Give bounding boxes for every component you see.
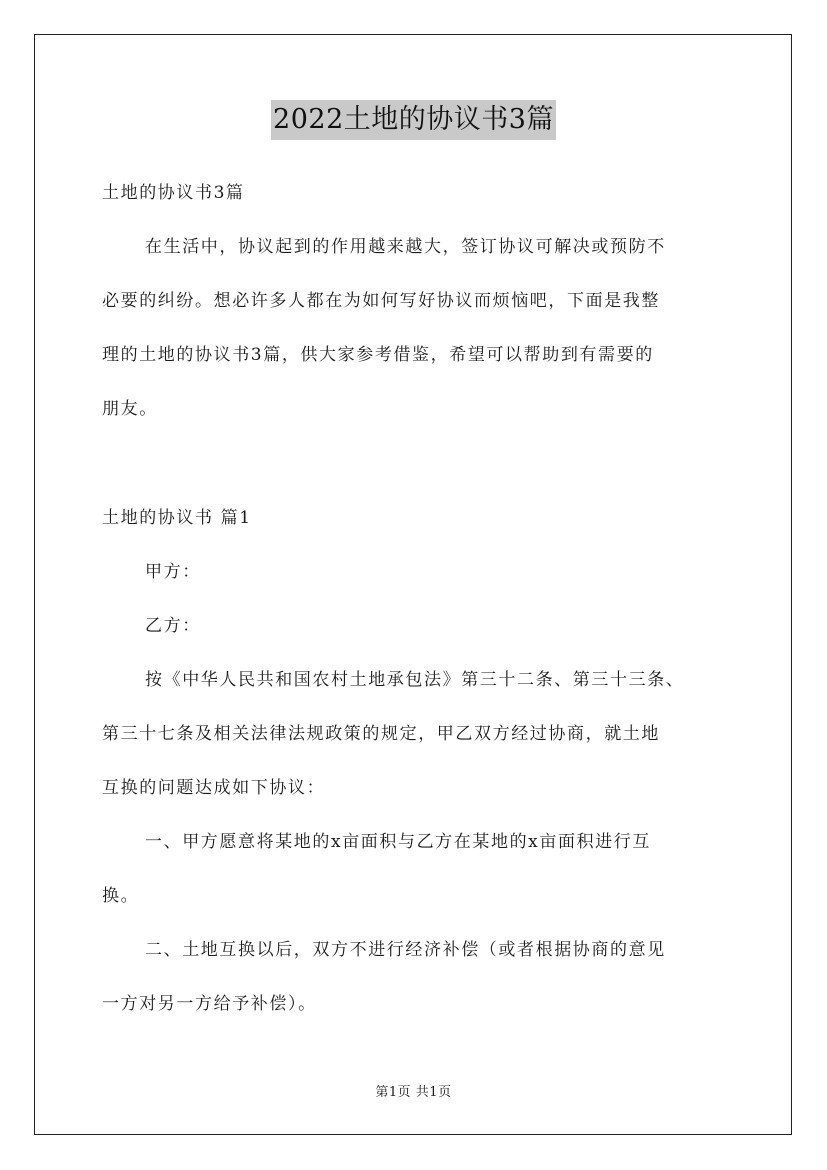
clause-intro-line: 第三十七条及相关法律法规政策的规定，甲乙双方经过协商，就土地 [102,724,660,744]
document-title: 2022土地的协议书3篇 [271,100,556,140]
party-a-label: 甲方： [145,562,201,582]
clause-1-line: 换。 [102,886,140,906]
intro-line: 朋友。 [102,399,158,419]
intro-line: 理的土地的协议书3篇，供大家参考借鉴，希望可以帮助到有需要的 [102,345,654,365]
intro-line: 必要的纠纷。想必许多人都在为如何写好协议而烦恼吧，下面是我整 [102,291,660,311]
clause-2-line: 二、土地互换以后，双方不进行经济补偿（或者根据协商的意见 [145,940,666,960]
clause-intro-line: 按《中华人民共和国农村土地承包法》第三十二条、第三十三条、 [145,670,685,690]
clause-2-line: 一方对另一方给予补偿）。 [102,994,317,1014]
intro-line: 在生活中，协议起到的作用越来越大，签订协议可解决或预防不 [145,237,666,257]
document-subtitle: 土地的协议书3篇 [102,183,245,203]
clause-1-line: 一、甲方愿意将某地的x亩面积与乙方在某地的x亩面积进行互 [145,832,651,852]
party-b-label: 乙方： [145,616,201,636]
clause-intro-line: 互换的问题达成如下协议： [102,778,326,798]
page-number-footer: 第1页 共1页 [375,1085,452,1100]
title-container [0,100,827,140]
section-heading: 土地的协议书 篇1 [102,508,252,528]
